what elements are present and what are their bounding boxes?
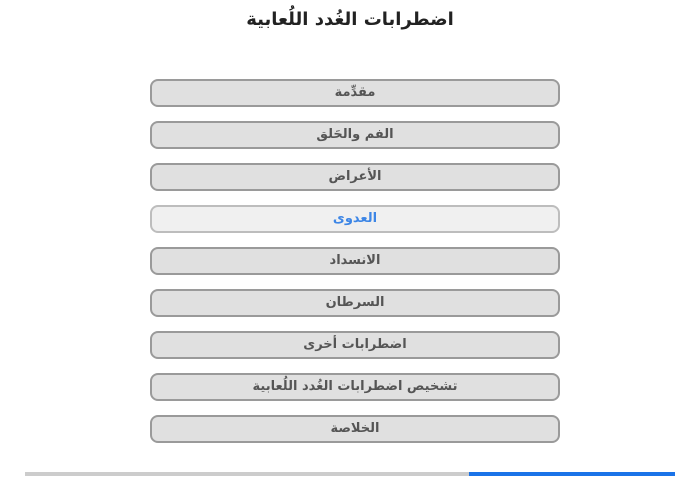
menu-item-diagnosis[interactable]: تشخيص اضطرابات الغُدد اللُعابية: [150, 373, 560, 401]
page-title: اضطرابات الغُدد اللُعابية: [246, 9, 454, 30]
chapter-menu: [150, 79, 560, 457]
menu-item-blockage[interactable]: الانسداد: [150, 247, 560, 275]
menu-item-mouth-and-throat[interactable]: الفم والحَلق: [150, 121, 560, 149]
progress-bar-fill: [469, 472, 675, 476]
menu-item-summary[interactable]: الخلاصة: [150, 415, 560, 443]
menu-item-other-disorders[interactable]: اضطرابات أخرى: [150, 331, 560, 359]
menu-item-symptoms[interactable]: الأعراض: [150, 163, 560, 191]
progress-bar: [25, 472, 675, 476]
menu-item-infection[interactable]: العدوى: [150, 205, 560, 233]
menu-item-cancer[interactable]: السرطان: [150, 289, 560, 317]
menu-item-introduction[interactable]: مقدِّمة: [150, 79, 560, 107]
